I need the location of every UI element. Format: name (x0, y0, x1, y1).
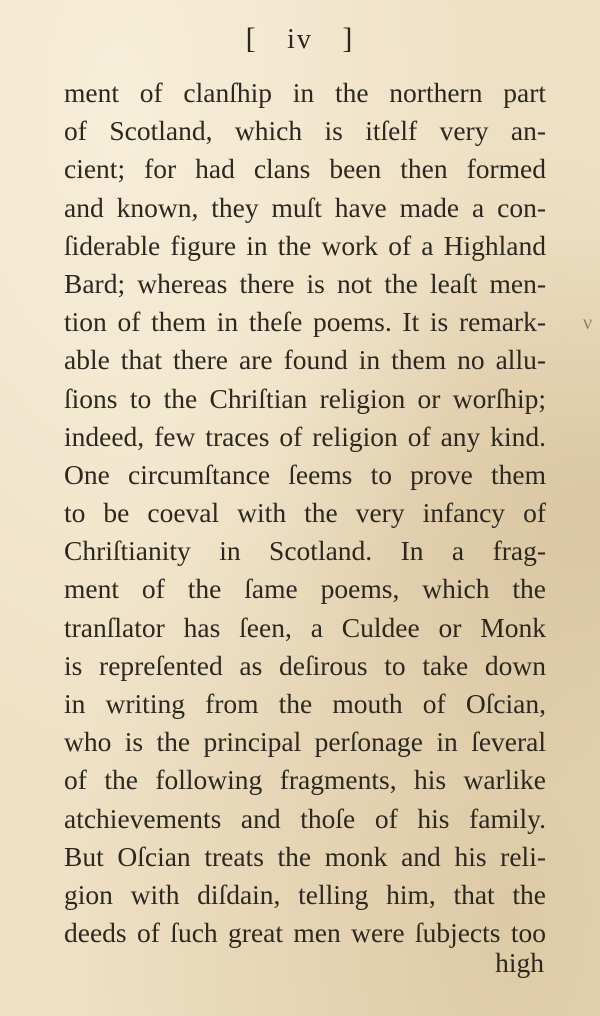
text-line: But Oſcian treats the monk and his reli- (64, 840, 546, 872)
text-line: in writing from the mouth of Oſcian, (64, 688, 546, 719)
text-line: gion with diſdain, telling him, that the (64, 878, 546, 910)
margin-mark: ν (582, 312, 592, 334)
text-line: indeed, few traces of religion of any kind. (64, 420, 546, 452)
text-line: is repreſented as deſirous to take down (64, 649, 546, 681)
text-line: to be coeval with the very infancy of (64, 497, 546, 529)
body-text (64, 74, 546, 952)
text-line: ment of the ſame poems, which the (64, 573, 546, 605)
text-line: ſiderable figure in the work of a Highland (64, 229, 546, 261)
open-bracket: [ (245, 22, 258, 55)
text-line: ment of clanſhip in the northern part (64, 77, 546, 108)
text-line: Bard; whereas there is not the leaſt men- (64, 267, 546, 299)
text-line: deeds of ſuch great men were ſubjects too (64, 917, 546, 949)
text-line: atchievements and thoſe of his family. (64, 802, 546, 834)
text-line: ſions to the Chriſtian religion or worſhip; (64, 382, 546, 414)
text-line: and known, they muſt have made a con- (64, 191, 546, 223)
text-line: who is the principal perſonage in ſeveral (64, 726, 546, 758)
catchword: high (495, 947, 544, 978)
text-line: One circumſtance ſeems to prove them (64, 458, 546, 490)
page-number: iv (287, 24, 313, 55)
text-line: tranſlator has ſeen, a Culdee or Monk (64, 611, 546, 643)
close-bracket: ] (342, 22, 355, 55)
text-line: Chriſtianity in Scotland. In a frag- (64, 535, 546, 567)
text-line: cient; for had clans been then formed (64, 153, 546, 185)
text-line: of the following fragments, his warlike (64, 764, 546, 796)
text-line: of Scotland, which is itſelf very an- (64, 115, 546, 147)
text-line: tion of them in theſe poems. It is remark- (64, 306, 546, 338)
running-head (0, 22, 600, 56)
text-line: able that there are found in them no allu- (64, 344, 546, 376)
